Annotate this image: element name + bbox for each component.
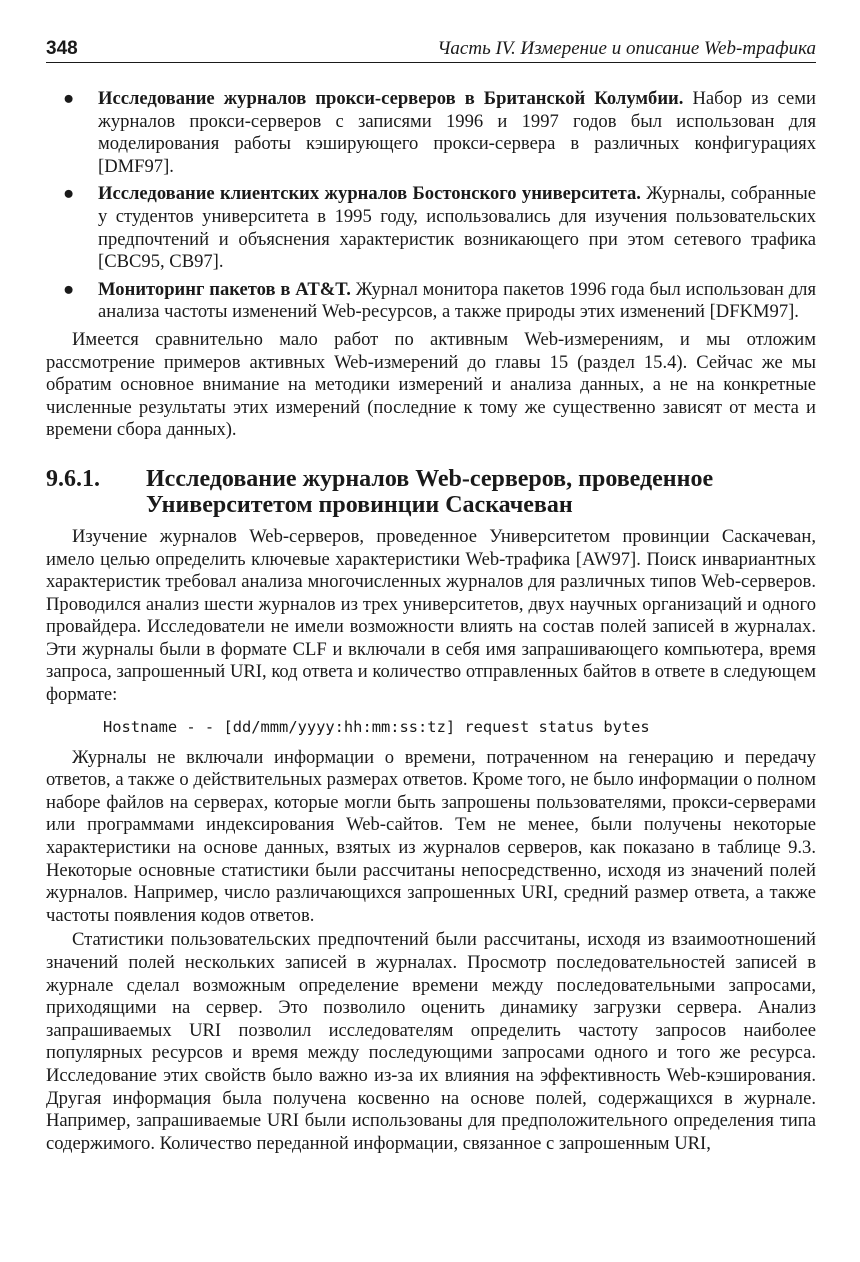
page-header [46,34,816,63]
paragraph-active-measurements: Имеется сравнительно мало работ по активным Web-измерениям, и мы отложим рассмотрение примеров активных Web-измерений до главы 15 (раздел 15.4). Сейчас же мы обратим основное внимание на методики измерений и анализа данных, а не на конкретные численные результаты этих измерений (последние к тому же существенно зависят от места и времени сбора данных). [46,328,816,441]
bullet-text: Набор из семи журналов прокси-серверов с записями 1996 и 1997 годов был использован для моделирования работы кэширующего прокси-сервера в различных конфигурациях [DMF97]. [98,88,816,177]
bullet-list [46,88,816,324]
section-number: 9.6.1. [46,465,100,492]
bullet-title: Исследование журналов прокси-серверов в Британской Колумбии. [98,88,684,109]
section-heading [46,466,816,519]
list-item [46,88,816,178]
bullet-title: Мониторинг пакетов в AT&T. [98,278,351,300]
section-title-line1: Исследование журналов Web-серверов, проведенное [146,465,714,492]
paragraph-log-limitations: Журналы не включали информации о времени, потраченном на генерацию и передачу ответов, а также о действительных размерах ответов. Кроме того, не было информации о полном наборе файлов на серверах, которые могли быть запрошены пользователями, прокси-серверами или программами индексирования Web-сайтов. Тем не менее, были получены некоторые характеристики на основе данных, взятых из журналов серверов, как показано в таблице 9.3. Некоторые основные статистики были рассчитаны непосредственно, исходя из значений полей журналов. Например, число различающихся запрошенных URI, средний размер ответа, а также частоты появления кодов ответов. [46,746,816,926]
page-body [46,88,816,1155]
bullet-icon: ● [63,278,75,300]
paragraph-study-intro: Изучение журналов Web-серверов, проведенное Университетом провинции Саскачеван, имело целью определить ключевые характеристики Web-трафика [AW97]. Поиск инвариантных характеристик требовал анализа многочисленных журналов для различных типов Web-серверов. Проводился анализ шести журналов из трех университетов, двух научных организаций и одного провайдера. Исследователи не имели возможности влиять на состав полей записей в журналах. Эти журналы были в формате CLF и включали в себя имя запрашивающего компьютера, время запроса, запрошенный URI, код ответа и количество отправленных байтов в ответе в следующем формате: [46,525,816,706]
paragraph-user-statistics: Статистики пользовательских предпочтений были рассчитаны, исходя из взаимоотношений значений полей нескольких записей в журналах. Просмотр последовательностей записей в журнале сделал возможным определение времени между последовательными запросами, приходящими на сервер. Это позволило оценить динамику загрузки сервера. Анализ запрашиваемых URI позволил исследователям определить частоту запросов наиболее популярных ресурсов и время между последующими запросами одного и того же ресурса. Исследование этих свойств было важно из-за их влияния на эффективность Web-кэширования. Другая информация была получена косвенно на основе полей, содержащихся в журнале. Например, запрашиваемые URI были использованы для предположительного определения типа содержимого. Количество переданной информации, связанное с запрошенным URI, [46,929,816,1154]
bullet-text: Журнал монитора пакетов 1996 года был использован для анализа частоты изменений Web-ресурсов, а также природы этих изменений [DFKM97]. [98,278,817,323]
bullet-icon: ● [63,183,75,205]
running-title: Часть IV. Измерение и описание Web-трафика [437,38,816,59]
list-item [46,183,816,273]
section-title-line2: Университетом провинции Саскачеван [146,492,573,519]
bullet-text: Журналы, собранные у студентов университета в 1995 году, использовались для изучения пользовательских предпочтений и объяснения характеристик возникающего при этом сетевого трафика [CBC95, CB97]. [98,183,816,273]
page-number: 348 [46,38,78,59]
log-format-code: Hostname - - [dd/mmm/yyyy:hh:mm:ss:tz] request status bytes [103,717,650,736]
bullet-icon: ● [63,88,75,109]
bullet-title: Исследование клиентских журналов Бостонского университета. [98,183,641,205]
list-item [46,279,816,324]
